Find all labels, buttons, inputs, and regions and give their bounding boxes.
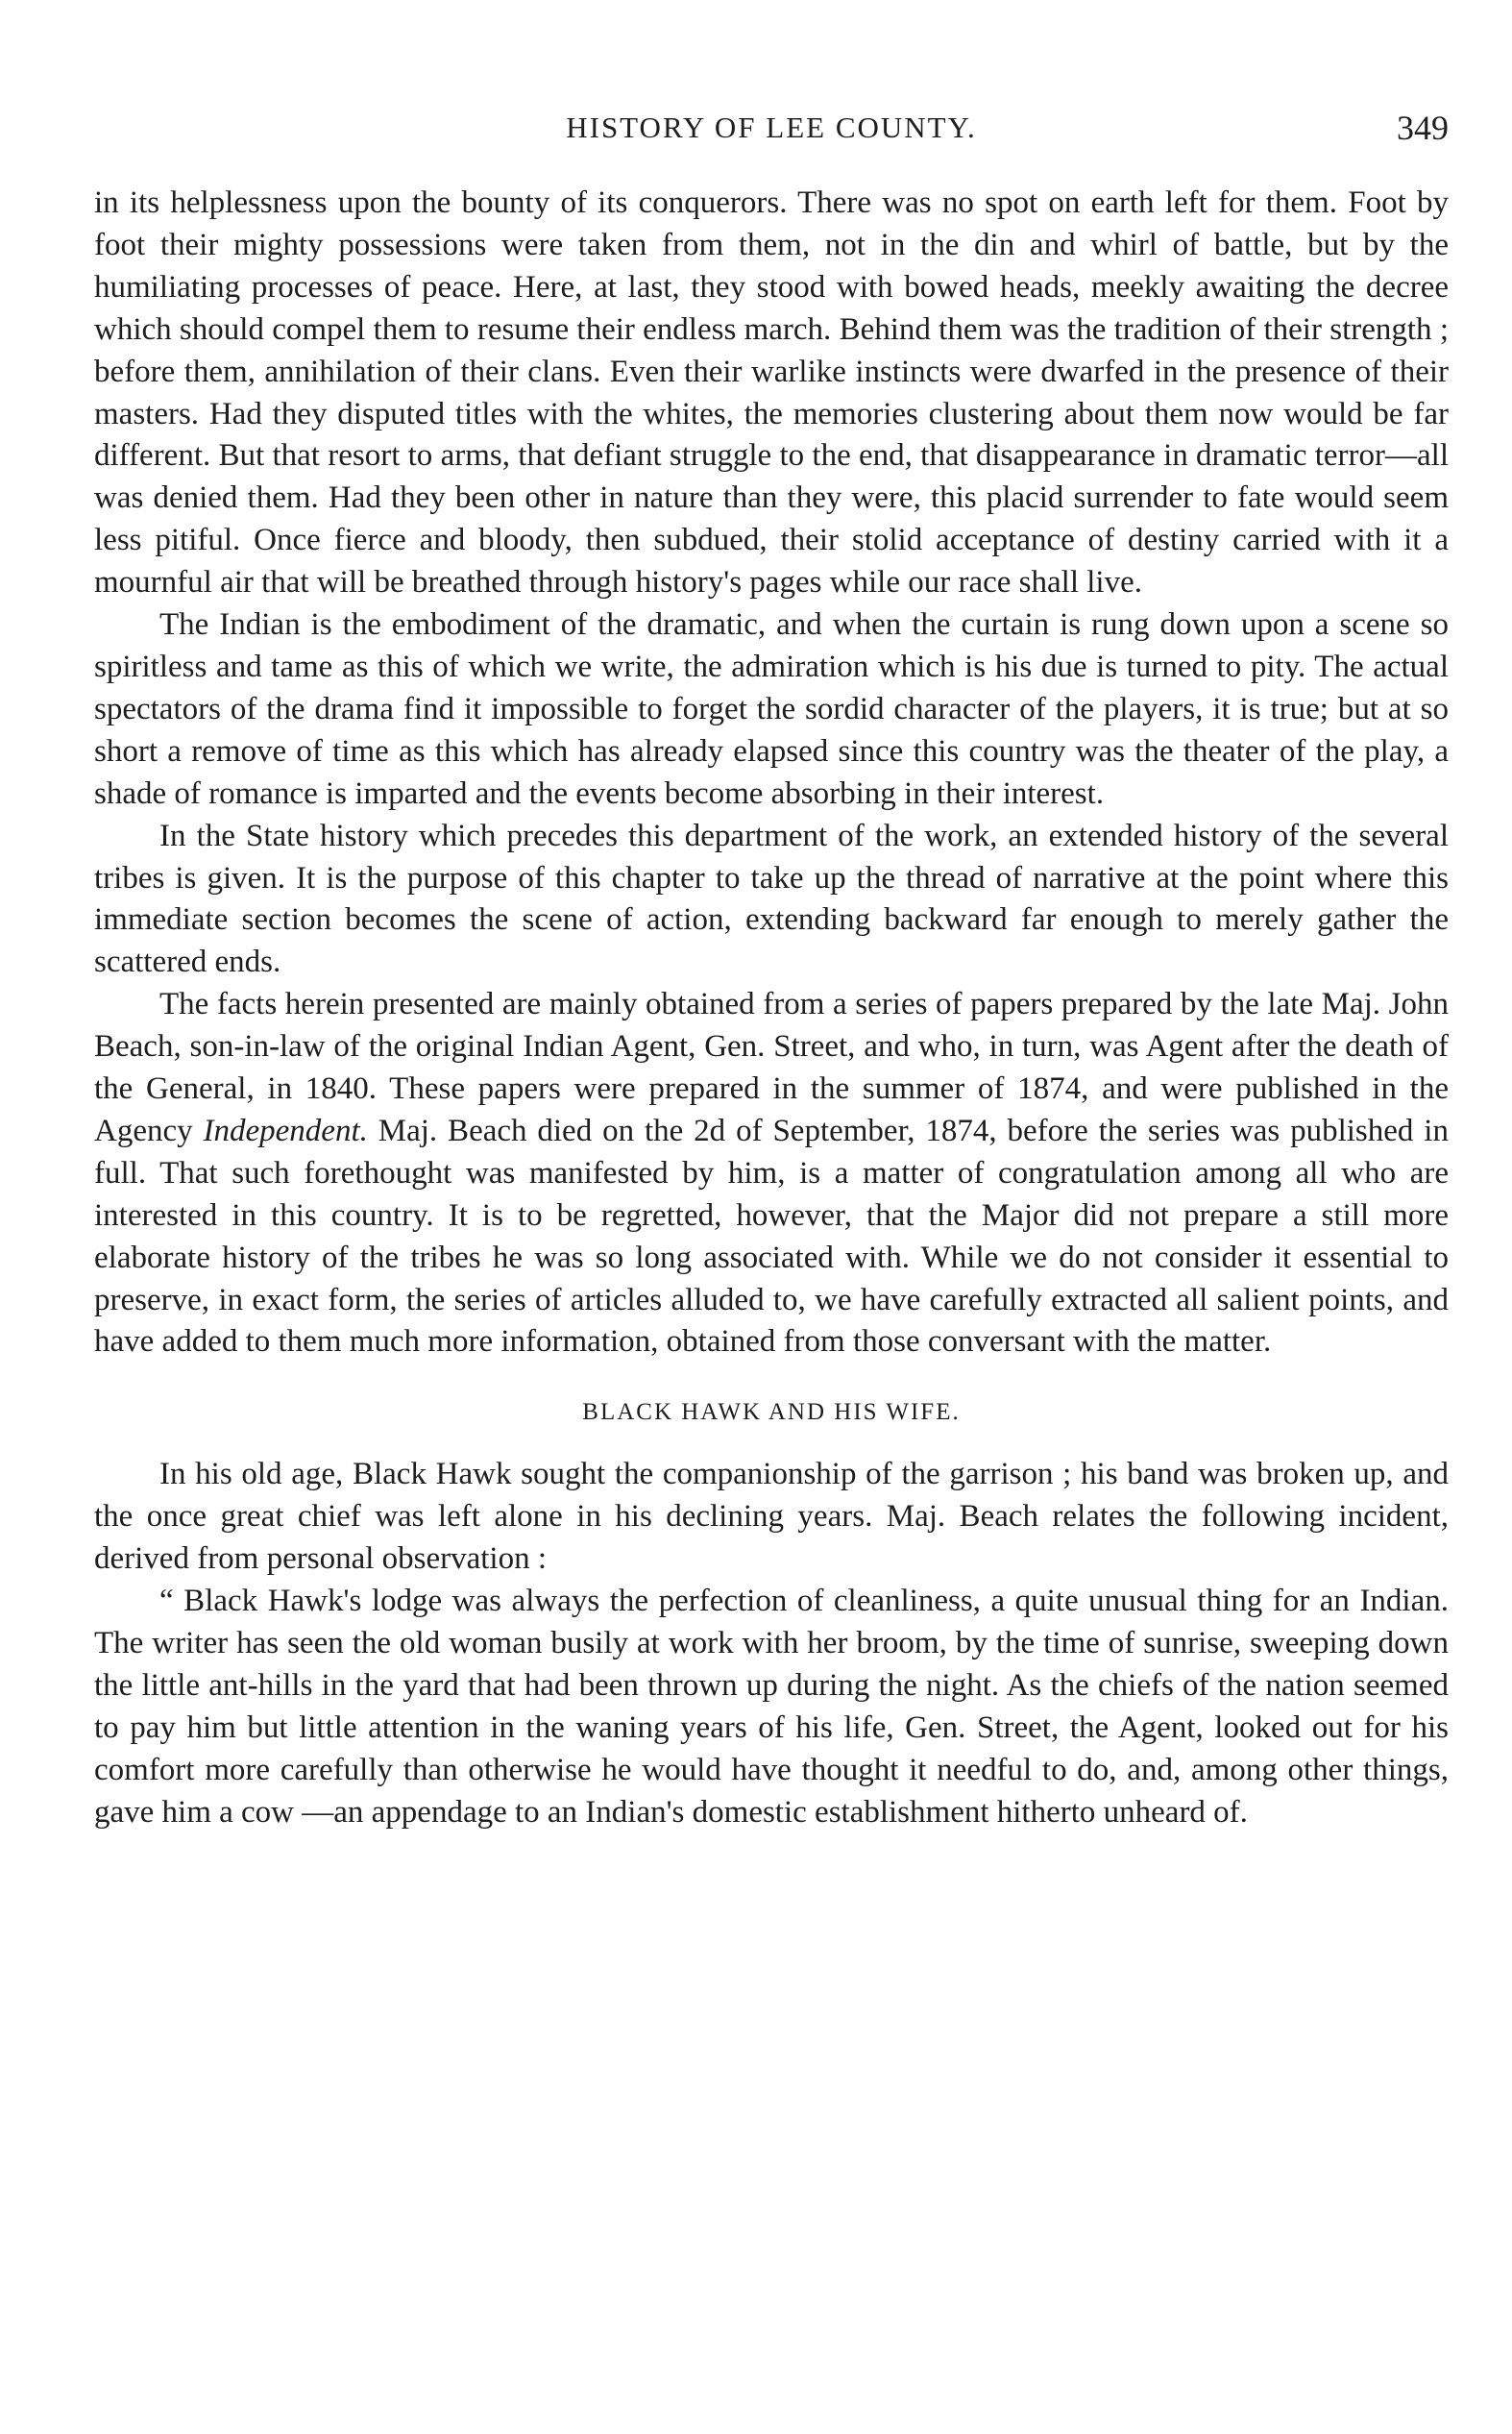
running-title: HISTORY OF LEE COUNTY. (566, 111, 977, 144)
newspaper-title: Independent. (203, 1113, 368, 1148)
running-head (94, 104, 1449, 152)
paragraph-lodge-quote: “ Black Hawk's lodge was always the perfection of cleanliness, a quite unusual thing for an Indian. The writer has seen the old woman busily at work with her broom, by the time of sunrise, sweeping down the little ant-hills in the yard that had been thrown up during the night. As the chiefs of the nation seemed to pay him but little attention in the waning years of his life, Gen. Street, the Agent, looked out for his comfort more carefully than otherwise he would have thought it needful to do, and, among other things, gave him a cow —an appendage to an Indian's domestic establishment hitherto unheard of. (94, 1584, 1449, 1830)
text-block (94, 183, 1449, 1834)
page-number: 349 (1397, 109, 1449, 147)
paragraph-continued: in its helplessness upon the bounty of its conquerors. There was no spot on earth left for them. Foot by foot their mighty possessions were taken from them, not in the din and whirl of battle, but by the humiliating processes of peace. Here, at last, they stood with bowed heads, meekly awaiting the decree which should compel them to resume their endless march. Behind them was the tradition of their strength ; before them, annihilation of their clans. Even their warlike instincts were dwarfed in the presence of their masters. Had they disputed titles with the whites, the memories clustering about them now would be far different. But that resort to arms, that defiant struggle to the end, that disappearance in dramatic terror—all was denied them. Had they been other in nature than they were, this placid surrender to fate would seem less pitiful. Once fierce and bloody, then subdued, their stolid acceptance of destiny carried with it a mournful air that will be breathed through history's pages while our race shall live. (94, 185, 1449, 601)
paragraph-beach-papers (94, 984, 1449, 1364)
paragraph-indian-drama: The Indian is the embodiment of the dramatic, and when the curtain is rung down upon a scene so spiritless and tame as this of which we write, the admiration which is his due is turned to pity. The actual spectators of the drama find it impossible to forget the sordid character of the players, it is true; but at so short a remove of time as this which has already elapsed since this country was the theater of the play, a shade of romance is imparted and the events become absorbing in their interest. (94, 607, 1449, 811)
section-heading: BLACK HAWK AND HIS WIFE. (582, 1399, 961, 1426)
paragraph-beach-papers-text-cont: Maj. Beach died on the 2d of September, 1874, before the series was published in full. That such forethought was manifested by him, is a matter of congratulation among all who are interested in this country. It is to be regretted, however, that the Major did not prepare a still more elaborate history of the tribes he was so long associated with. While we do not consider it essential to preserve, in exact form, the series of articles alluded to, we have carefully extracted all salient points, and have added to them much more information, obtained from those conversant with the matter. (94, 1113, 1449, 1360)
paragraph-old-age: In his old age, Black Hawk sought the companionship of the garrison ; his band was broken up, and the once great chief was left alone in his declining years. Maj. Beach relates the following incident, derived from personal observation : (94, 1457, 1449, 1577)
paragraph-state-history: In the State history which precedes this department of the work, an extended history of the several tribes is given. It is the purpose of this chapter to take up the thread of narrative at the point where this immediate section becomes the scene of action, extending backward far enough to merely gather the scattered ends. (94, 818, 1449, 980)
paragraph-beach-papers-text: The facts herein presented are mainly obtained from a series of papers prepared by the late Maj. John Beach, son-in-law of the original Indian Agent, Gen. Street, and who, in turn, was Agent after the death of the General, in 1840. These papers were prepared in the summer of 1874, and were published in the Agency (94, 987, 1449, 1148)
